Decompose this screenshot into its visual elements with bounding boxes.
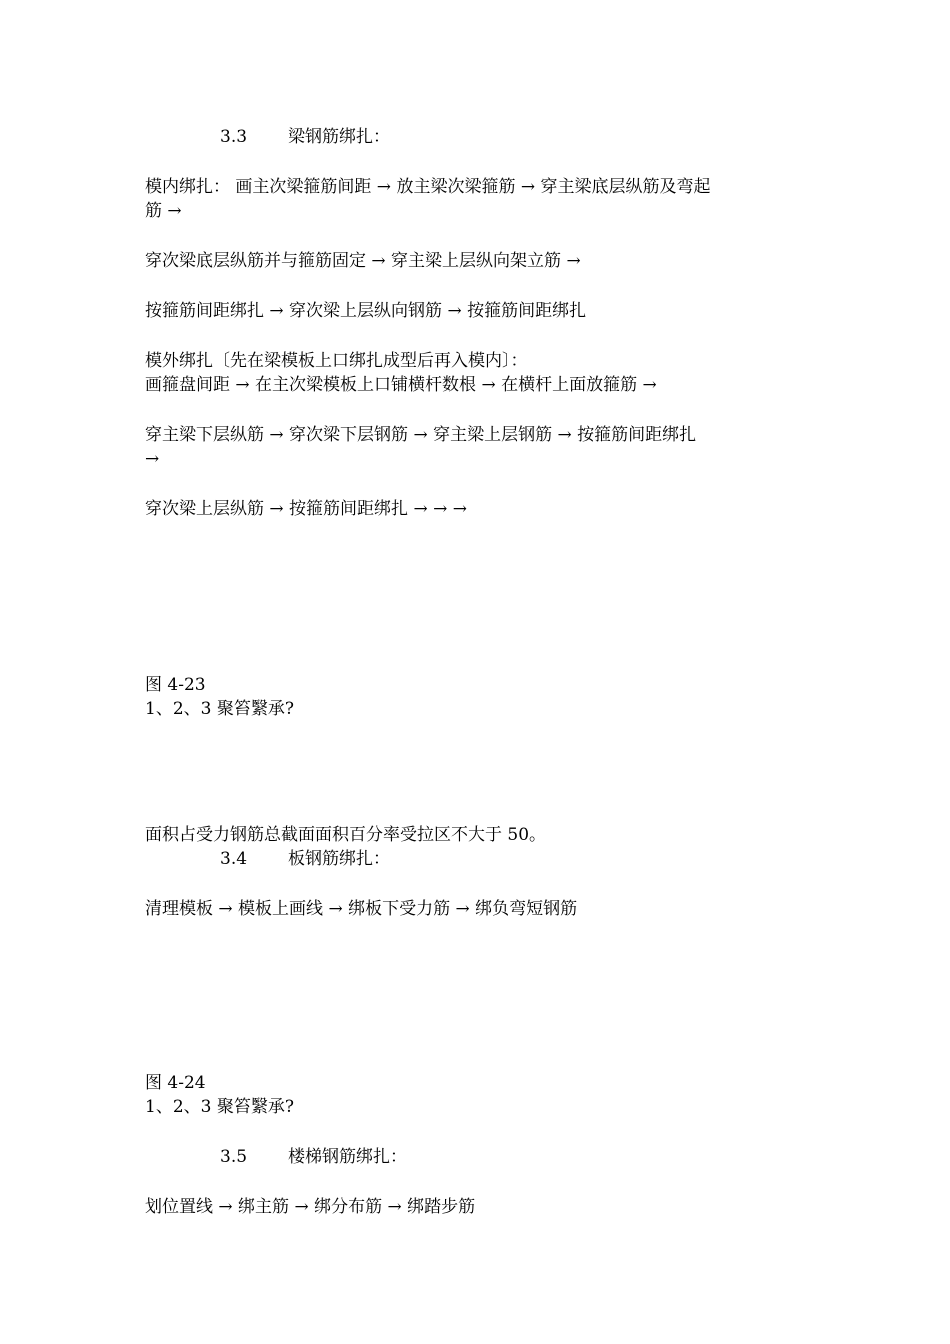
beam-out-mold-line-5: 穿次梁上层纵筋 → 按箍筋间距绑扎 → → → (145, 499, 467, 519)
beam-out-mold-line-4: → (145, 449, 160, 469)
section-title: 楼梯钢筋绑扎： (288, 1147, 407, 1167)
section-3-3-heading (220, 126, 390, 148)
area-note: 面积占受力钢筋总截面面积百分率受拉区不大于 50。 (145, 825, 547, 845)
beam-in-mold-line-3: 穿次梁底层纵筋并与箍筋固定 → 穿主梁上层纵向架立筋 → (145, 251, 581, 271)
figure-4-23-caption: 1、2、3 聚笞繄承? (145, 699, 294, 719)
section-number: 3.5 (220, 1147, 248, 1167)
beam-in-mold-line-1: 模内绑扎： 画主次梁箍筋间距 → 放主梁次梁箍筋 → 穿主梁底层纵筋及弯起 (145, 177, 711, 197)
section-3-5-heading (220, 1146, 407, 1168)
figure-4-24-label: 图 4-24 (145, 1073, 206, 1093)
section-title: 梁钢筋绑扎： (288, 127, 390, 147)
beam-in-mold-line-4: 按箍筋间距绑扎 → 穿次梁上层纵向钢筋 → 按箍筋间距绑扎 (145, 301, 587, 321)
section-title: 板钢筋绑扎： (288, 849, 390, 869)
section-3-4-heading (220, 848, 390, 870)
stair-steps: 划位置线 → 绑主筋 → 绑分布筋 → 绑踏步筋 (145, 1197, 476, 1217)
figure-4-23-label: 图 4-23 (145, 675, 206, 695)
beam-out-mold-line-2: 画箍盘间距 → 在主次梁模板上口铺横杆数根 → 在横杆上面放箍筋 → (145, 375, 657, 395)
beam-out-mold-line-1: 模外绑扎〔先在梁模板上口绑扎成型后再入模内〕： (145, 351, 528, 371)
slab-steps: 清理模板 → 模板上画线 → 绑板下受力筋 → 绑负弯短钢筋 (145, 899, 578, 919)
beam-out-mold-line-3: 穿主梁下层纵筋 → 穿次梁下层钢筋 → 穿主梁上层钢筋 → 按箍筋间距绑扎 (145, 425, 697, 445)
figure-4-24-caption: 1、2、3 聚笞繄承? (145, 1097, 294, 1117)
section-number: 3.3 (220, 127, 248, 147)
beam-in-mold-line-2: 筋 → (145, 201, 182, 221)
section-number: 3.4 (220, 849, 248, 869)
